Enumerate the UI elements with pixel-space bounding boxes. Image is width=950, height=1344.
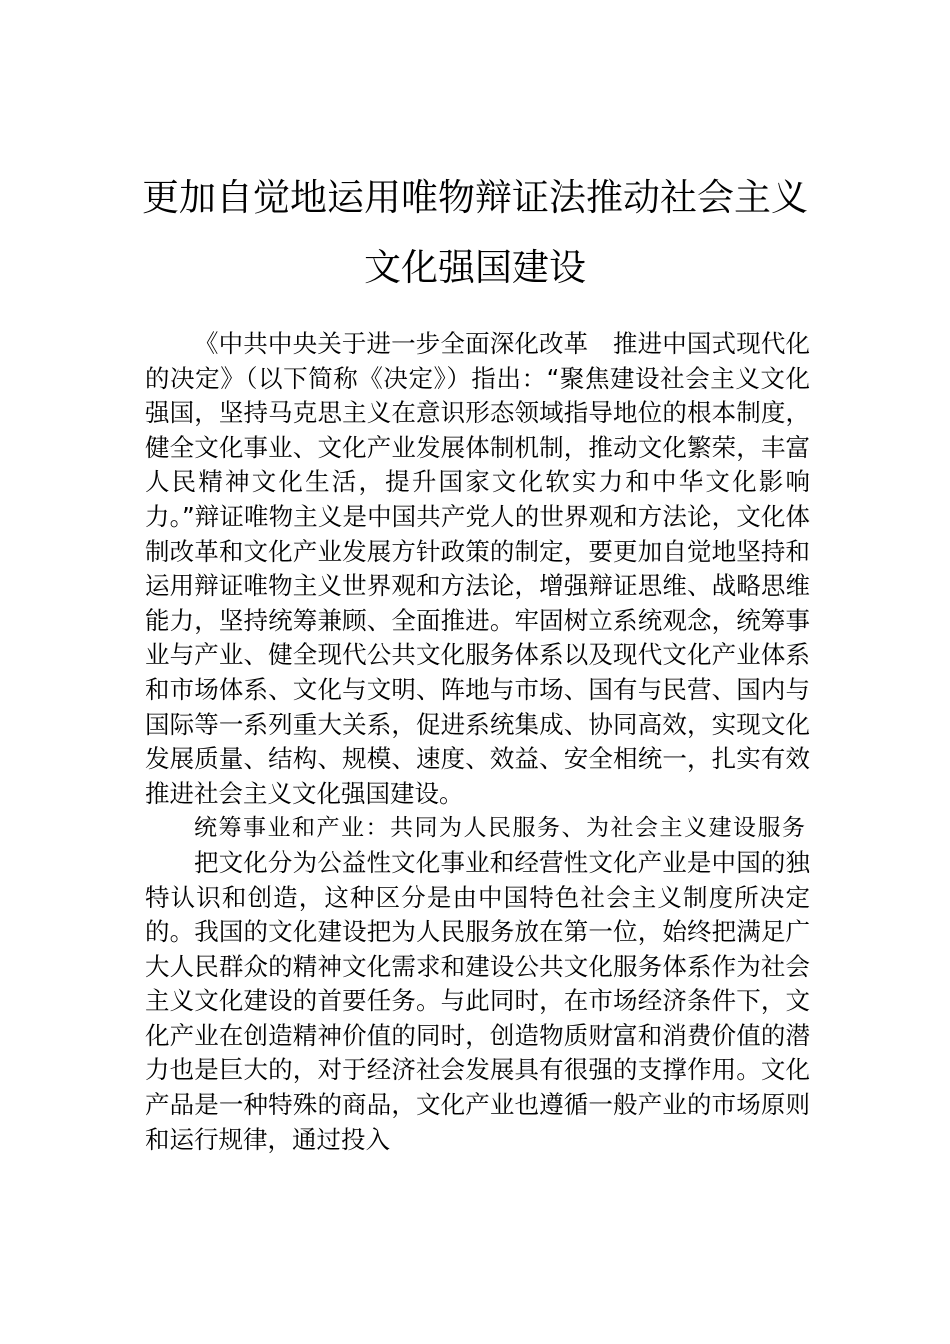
paragraph-intro: 《中共中央关于进一步全面深化改革 推进中国式现代化的决定》（以下简称《决定》）指出：“聚焦建设社会主义文化强国，坚持马克思主义在意识形态领域指导地位的根本制度，健全文化事业、文化产业发展体制机制，推动文化繁荣，丰富人民精神文化生活，提升国家文化软实力和中华文化影响力。”辩证唯物主义是中国共产党人的世界观和方法论，文化体制改革和文化产业发展方针政策的制定，要更加自觉地坚持和运用辩证唯物主义世界观和方法论，增强辩证思维、战略思维能力，坚持统筹兼顾、全面推进。牢固树立系统观念，统筹事业与产业、健全现代公共文化服务体系以及现代文化产业体系和市场体系、文化与文明、阵地与市场、国有与民营、国内与国际等一系列重大关系，促进系统集成、协同高效，实现文化发展质量、结构、规模、速度、效益、安全相统一，扎实有效推进社会主义文化强国建设。 [145, 329, 810, 808]
title-line-1: 更加自觉地运用唯物辩证法推动社会主义 [142, 176, 808, 219]
document-title [100, 163, 850, 303]
paragraph-culture-industry: 把文化分为公益性文化事业和经营性文化产业是中国的独特认识和创造，这种区分是由中国特色社会主义制度所决定的。我国的文化建设把为人民服务放在第一位，始终把满足广大人民群众的精神文化需求和建设公共文化服务体系作为社会主义文化建设的首要任务。与此同时，在市场经济条件下，文化产业在创造精神价值的同时，创造物质财富和消费价值的潜力也是巨大的，对于经济社会发展具有很强的支撑作用。文化产品是一种特殊的商品，文化产业也遵循一般产业的市场原则和运行规律，通过投入 [145, 847, 810, 1154]
section-heading: 统筹事业和产业：共同为人民服务、为社会主义建设服务 [194, 815, 807, 842]
document-body [145, 327, 810, 1157]
title-line-2: 文化强国建设 [364, 246, 586, 289]
